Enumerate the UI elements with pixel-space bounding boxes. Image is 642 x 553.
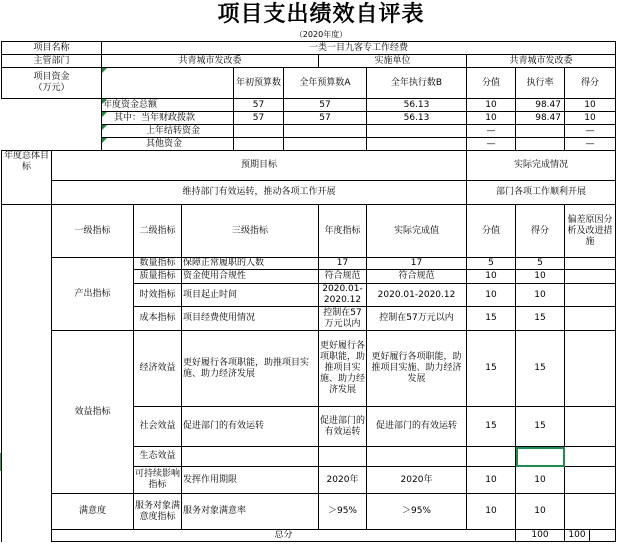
fund-row-rate[interactable]: 98.47	[516, 99, 565, 112]
fund-row-full[interactable]: 57	[284, 99, 367, 112]
ind-annual[interactable]: 更好履行各项职能，助推项目实施、助力经济发展	[319, 331, 367, 407]
ind-reason[interactable]	[565, 284, 616, 307]
ind-annual[interactable]: 符合规范	[319, 270, 367, 284]
fund-row-score-val[interactable]: 10	[467, 112, 516, 125]
value-impl-unit[interactable]: 共青城市发改委	[467, 55, 616, 68]
value-dept[interactable]: 共青城市发改委	[102, 55, 319, 68]
ind-actual[interactable]: 符合规范	[367, 270, 467, 284]
col-exec-rate: 执行率	[516, 68, 565, 99]
ind-header-lv2: 二级指标	[134, 205, 182, 258]
label-satisfaction: 满意度	[52, 494, 134, 530]
col-score: 得分	[565, 68, 616, 99]
fund-row-annual[interactable]: 57	[234, 112, 284, 125]
ind-lv2[interactable]: 生态效益	[134, 447, 182, 467]
fund-row-exec[interactable]: 56.13	[367, 99, 467, 112]
ind-actual[interactable]	[367, 447, 467, 467]
ind-score[interactable]: 10	[516, 284, 565, 307]
ind-annual[interactable]: 2020年	[319, 467, 367, 494]
ind-reason[interactable]	[565, 467, 616, 494]
ind-annual[interactable]: ＞95%	[319, 494, 367, 530]
ind-header-score: 得分	[516, 205, 565, 258]
evaluation-table	[1, 41, 616, 542]
ind-lv2[interactable]: 经济效益	[134, 331, 182, 407]
label-total: 总分	[52, 530, 516, 542]
ind-score[interactable]: 15	[516, 407, 565, 447]
ind-actual[interactable]: 17	[367, 258, 467, 270]
ind-header-lv3: 三级指标	[182, 205, 319, 258]
ind-lv3[interactable]: 项目起止时间	[182, 284, 319, 307]
ind-score[interactable]: 15	[516, 307, 565, 331]
ind-score-val[interactable]: 15	[467, 307, 516, 331]
ind-header-lv1: 一级指标	[52, 205, 134, 258]
fund-row-score[interactable]: —	[565, 138, 616, 151]
label-impl-unit: 实施单位	[319, 55, 467, 68]
ind-header-actual: 实际完成值	[367, 205, 467, 258]
ind-reason[interactable]	[565, 270, 616, 284]
fund-row-score-val[interactable]: —	[467, 138, 516, 151]
ind-header-score-val: 分值	[467, 205, 516, 258]
ind-actual[interactable]: 2020.01-2020.12	[367, 284, 467, 307]
empty-cell	[2, 99, 102, 112]
col-full-budget: 全年预算数A	[284, 68, 367, 99]
label-dept: 主管部门	[2, 55, 102, 68]
label-project-name: 项目名称	[2, 42, 102, 55]
total-reason[interactable]	[590, 530, 616, 542]
ind-lv3[interactable]	[182, 447, 319, 467]
ind-reason[interactable]	[565, 307, 616, 331]
ind-lv3[interactable]: 项目经费使用情况	[182, 307, 319, 331]
ind-score-val[interactable]: 5	[467, 258, 516, 270]
fund-row-exec[interactable]	[367, 125, 467, 138]
ind-actual[interactable]: ＞95%	[367, 494, 467, 530]
fund-row-label[interactable]: 年度资金总额	[102, 99, 234, 112]
ind-lv2[interactable]: 成本指标	[134, 307, 182, 331]
fund-row-score[interactable]: —	[565, 125, 616, 138]
page-title: 项目支出绩效自评表	[217, 2, 425, 27]
ind-score[interactable]: 15	[516, 331, 565, 407]
col-exec: 全年执行数B	[367, 68, 467, 99]
fund-row-rate[interactable]	[516, 125, 565, 138]
fund-row-label[interactable]: 其中：当年财政拨款	[102, 112, 234, 125]
fund-row-score[interactable]: 10	[565, 99, 616, 112]
ind-lv2[interactable]: 社会效益	[134, 407, 182, 447]
fund-row-annual[interactable]: 57	[234, 99, 284, 112]
ind-header-annual: 年度指标	[319, 205, 367, 258]
fund-row-full[interactable]	[284, 125, 367, 138]
fund-row-score-val[interactable]: 10	[467, 99, 516, 112]
fund-row-rate[interactable]	[516, 138, 565, 151]
ind-lv3[interactable]: 更好履行各项职能，助推项目实施、助力经济发展	[182, 331, 319, 407]
ind-score-val[interactable]	[467, 447, 516, 467]
empty-cell	[2, 205, 52, 542]
ind-reason[interactable]	[565, 447, 616, 467]
header-expected-goal: 预期目标	[52, 151, 467, 181]
ind-annual[interactable]	[319, 447, 367, 467]
ind-actual[interactable]: 控制在57万元以内	[367, 307, 467, 331]
ind-lv3[interactable]: 保障正常履职的人数	[182, 258, 319, 270]
ind-score-val[interactable]: 10	[467, 270, 516, 284]
page-subtitle: （2020年度）	[294, 30, 348, 39]
fund-row-exec[interactable]	[367, 138, 467, 151]
ind-annual[interactable]: 2020.01-2020.12	[319, 284, 367, 307]
ind-reason[interactable]	[565, 258, 616, 270]
ind-lv2[interactable]: 数量指标	[134, 258, 182, 270]
fund-row-score[interactable]: 10	[565, 112, 616, 125]
ind-actual[interactable]: 2020年	[367, 467, 467, 494]
fund-row-label[interactable]: 其他资金	[102, 138, 234, 151]
ind-score-val[interactable]: 10	[467, 284, 516, 307]
actual-done-text[interactable]: 部门各项工作顺利开展	[467, 181, 616, 205]
ind-score-val[interactable]: 10	[467, 467, 516, 494]
ind-reason[interactable]	[565, 494, 616, 530]
ind-actual[interactable]: 促进部门的有效运转	[367, 407, 467, 447]
selected-cell[interactable]	[516, 447, 565, 467]
ind-annual[interactable]: 17	[319, 258, 367, 270]
ind-score[interactable]: 10	[516, 467, 565, 494]
fund-row-score-val[interactable]: —	[467, 125, 516, 138]
label-output: 产出指标	[52, 258, 134, 331]
fund-row-full[interactable]	[284, 138, 367, 151]
ind-annual[interactable]: 控制在57万元以内	[319, 307, 367, 331]
ind-reason[interactable]	[565, 331, 616, 407]
fund-row-full[interactable]: 57	[284, 112, 367, 125]
ind-score-val[interactable]: 15	[467, 407, 516, 447]
value-project-name[interactable]: 一类一目九客专工作经费	[102, 42, 616, 55]
fund-row-rate[interactable]: 98.47	[516, 112, 565, 125]
header-actual-done: 实际完成情况	[467, 151, 616, 181]
expected-goal-text[interactable]: 维持部门有效运转，推动各项工作开展	[52, 181, 467, 205]
ind-score[interactable]: 10	[516, 270, 565, 284]
col-annual-budget: 年初预算数	[234, 68, 284, 99]
empty-cell[interactable]	[102, 68, 234, 99]
ind-lv3[interactable]: 服务对象满意率	[182, 494, 319, 530]
total-score[interactable]: 100	[565, 530, 590, 542]
col-score-val: 分值	[467, 68, 516, 99]
fund-row-label[interactable]: 上年结转资金	[102, 125, 234, 138]
ind-header-reason: 偏差原因分析及改进措施	[565, 205, 616, 258]
ind-lv3[interactable]: 促进部门的有效运转	[182, 407, 319, 447]
ind-score-val[interactable]: 15	[467, 331, 516, 407]
ind-lv3[interactable]: 资金使用合规性	[182, 270, 319, 284]
ind-score[interactable]: 10	[516, 494, 565, 530]
ind-reason[interactable]	[565, 407, 616, 447]
ind-lv2[interactable]: 服务对象满意度指标	[134, 494, 182, 530]
label-benefit: 效益指标	[52, 331, 134, 494]
fund-row-annual[interactable]	[234, 125, 284, 138]
total-score-val[interactable]: 100	[516, 530, 565, 542]
ind-score-val[interactable]: 10	[467, 494, 516, 530]
ind-annual[interactable]: 促进部门的有效运转	[319, 407, 367, 447]
ind-score[interactable]: 5	[516, 258, 565, 270]
ind-lv2[interactable]: 时效指标	[134, 284, 182, 307]
fund-row-exec[interactable]: 56.13	[367, 112, 467, 125]
empty-cell	[2, 112, 102, 125]
fund-row-annual[interactable]	[234, 138, 284, 151]
empty-cell	[2, 138, 102, 151]
ind-lv2[interactable]: 质量指标	[134, 270, 182, 284]
label-annual-goal: 年度总体目标	[2, 151, 52, 205]
ind-lv3[interactable]: 发挥作用期限	[182, 467, 319, 494]
ind-actual[interactable]: 更好履行各项职能，助推项目实施、助力经济发展	[367, 331, 467, 407]
empty-cell	[2, 125, 102, 138]
ind-lv2[interactable]: 可持续影响指标	[134, 467, 182, 494]
label-fund: 项目资金 （万元）	[2, 68, 102, 99]
